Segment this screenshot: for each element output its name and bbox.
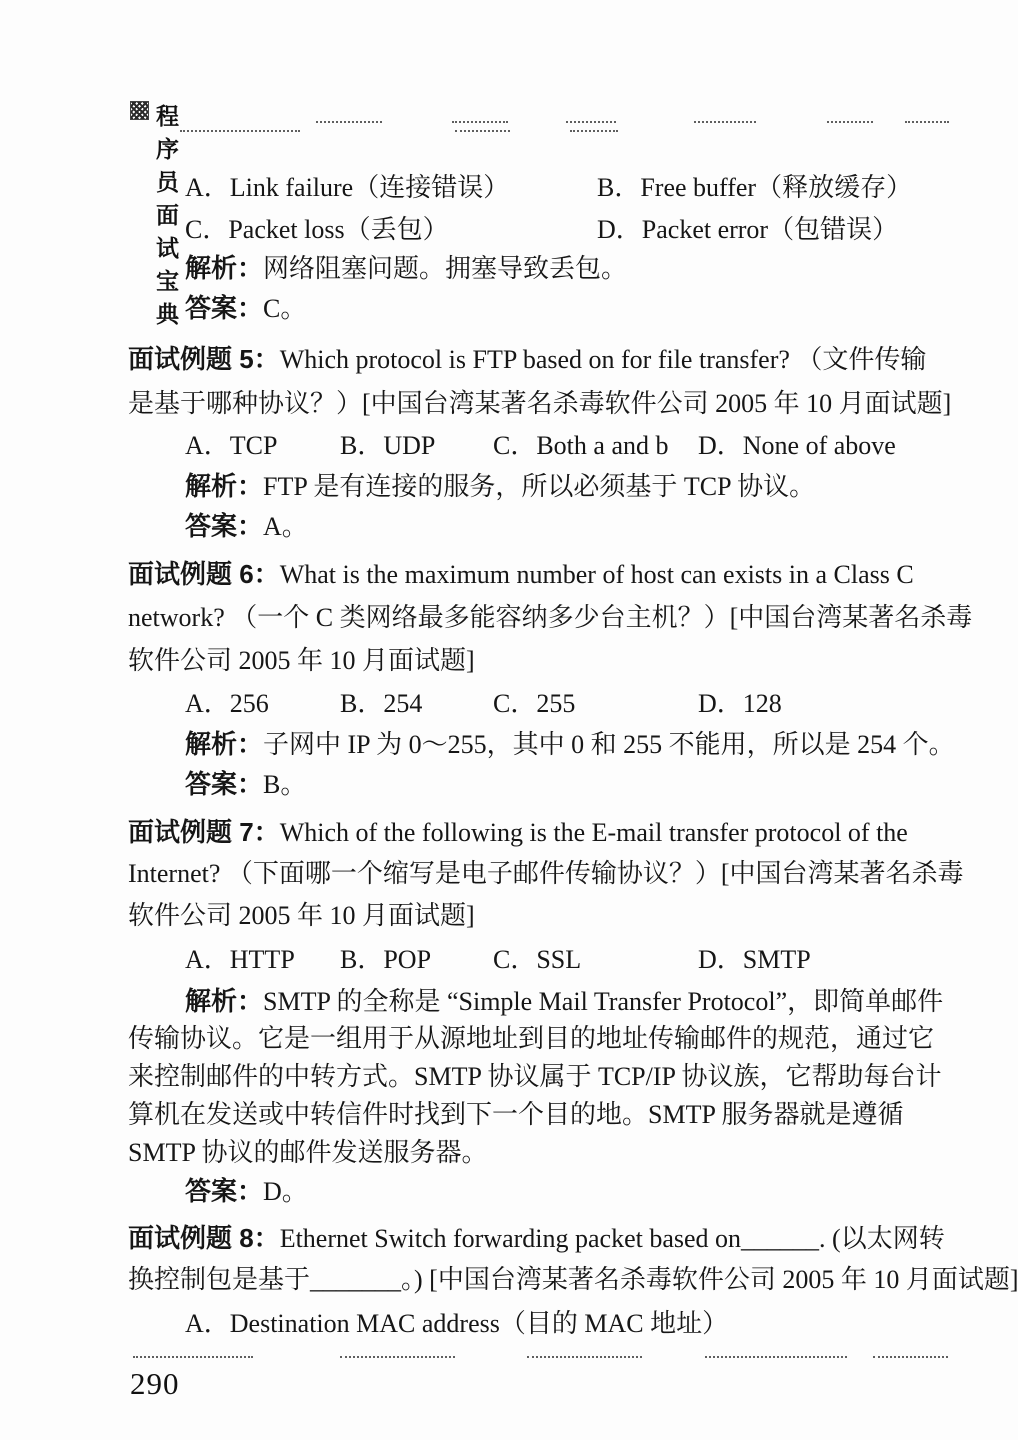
q7-heading-line-1 xyxy=(128,816,908,849)
q8-option-a: A．Destination MAC address（目的 MAC 地址） xyxy=(185,1309,729,1338)
q5-analysis-text: FTP 是有连接的服务，所以必须基于 TCP 协议。 xyxy=(263,472,816,501)
header-ornament-icon xyxy=(130,101,149,120)
q4-option-b: B．Free buffer（释放缓存） xyxy=(597,173,913,202)
q7-heading-line-3: 软件公司 2005 年 10 月面试题] xyxy=(128,901,475,930)
q6-option-a: A．256 xyxy=(185,689,269,718)
q8-heading-line-1 xyxy=(128,1222,945,1255)
q5-heading-text-1: Which protocol is FTP based on for file transfer? （文件传输 xyxy=(279,345,927,374)
q5-label: 面试例题 5： xyxy=(128,344,280,374)
q7-analysis-line-1 xyxy=(185,985,943,1018)
dotted-segment xyxy=(180,130,300,132)
q7-option-a: A．HTTP xyxy=(185,945,295,974)
q6-option-d: D．128 xyxy=(698,689,782,718)
q5-option-a: A．TCP xyxy=(185,431,278,460)
q8-label: 面试例题 8： xyxy=(128,1223,280,1253)
answer-label: 答案： xyxy=(185,769,264,799)
q7-label: 面试例题 7： xyxy=(128,817,280,847)
analysis-label: 解析： xyxy=(185,729,264,759)
dotted-segment xyxy=(694,121,756,123)
dotted-segment xyxy=(827,121,873,123)
q7-analysis-line-2: 传输协议。它是一组用于从源地址到目的地址传输邮件的规范，通过它 xyxy=(128,1024,935,1053)
answer-label: 答案： xyxy=(185,1176,264,1206)
q4-answer xyxy=(185,292,306,325)
q4-option-a: A．Link failure（连接错误） xyxy=(185,173,510,202)
q6-answer xyxy=(185,768,306,801)
q5-option-c: C．Both a and b xyxy=(493,431,669,460)
q7-analysis-text-1: SMTP 的全称是 “Simple Mail Transfer Protocol”，即简单邮件 xyxy=(263,987,944,1016)
q7-option-b: B．POP xyxy=(340,945,432,974)
dotted-segment xyxy=(566,121,616,123)
q6-heading-text-1: What is the maximum number of host can exists in a Class C xyxy=(279,560,914,589)
q5-analysis xyxy=(185,470,815,503)
q6-analysis-text: 子网中 IP 为 0～255，其中 0 和 255 不能用，所以是 254 个。 xyxy=(263,730,955,759)
q4-option-c: C．Packet loss（丢包） xyxy=(185,215,449,244)
answer-label: 答案： xyxy=(185,511,264,541)
q7-option-d: D．SMTP xyxy=(698,945,811,974)
q6-answer-text: B。 xyxy=(263,770,307,799)
dotted-segment xyxy=(873,1356,948,1358)
q6-option-c: C．255 xyxy=(493,689,576,718)
analysis-label: 解析： xyxy=(185,471,264,501)
q7-analysis-line-5: SMTP 协议的邮件发送服务器。 xyxy=(128,1138,488,1167)
dotted-segment xyxy=(527,1356,642,1358)
q6-heading-line-2: network? （一个 C 类网络最多能容纳多少台主机？）[中国台湾某著名杀毒 xyxy=(128,603,973,632)
q4-analysis xyxy=(185,252,627,285)
page-number: 290 xyxy=(130,1366,180,1401)
dotted-segment xyxy=(133,1356,253,1358)
q6-label: 面试例题 6： xyxy=(128,559,280,589)
dotted-segment xyxy=(316,121,382,123)
q4-answer-text: C。 xyxy=(263,294,307,323)
q6-heading-line-3: 软件公司 2005 年 10 月面试题] xyxy=(128,646,475,675)
q5-heading-line-2: 是基于哪种协议？）[中国台湾某著名杀毒软件公司 2005 年 10 月面试题] xyxy=(128,389,952,418)
q5-answer xyxy=(185,510,308,543)
q7-heading-text-1: Which of the following is the E-mail transfer protocol of the xyxy=(279,818,908,847)
dotted-segment xyxy=(452,121,508,123)
dotted-segment xyxy=(455,130,510,132)
analysis-label: 解析： xyxy=(185,253,264,283)
q4-option-d: D．Packet error（包错误） xyxy=(597,215,899,244)
q8-heading-text-1: Ethernet Switch forwarding packet based on______. (以太网转 xyxy=(279,1224,945,1253)
q4-analysis-text: 网络阻塞问题。拥塞导致丢包。 xyxy=(263,254,628,283)
q7-option-c: C．SSL xyxy=(493,945,582,974)
answer-label: 答案： xyxy=(185,293,264,323)
q7-analysis-line-4: 算机在发送或中转信件时找到下一个目的地。SMTP 服务器就是遵循 xyxy=(128,1100,904,1129)
header-book-title: 程序员面试宝典 xyxy=(156,103,180,327)
q7-answer-text: D。 xyxy=(263,1177,308,1206)
q7-analysis-line-3: 来控制邮件的中转方式。SMTP 协议属于 TCP/IP 协议族，它帮助每台计 xyxy=(128,1062,942,1091)
dotted-segment xyxy=(570,130,618,132)
q6-option-b: B．254 xyxy=(340,689,423,718)
q7-heading-line-2: Internet? （下面哪一个缩写是电子邮件传输协议？）[中国台湾某著名杀毒 xyxy=(128,859,964,888)
dotted-segment xyxy=(705,1356,847,1358)
q5-option-b: B．UDP xyxy=(340,431,436,460)
q5-heading-line-1 xyxy=(128,343,926,376)
q7-answer xyxy=(185,1175,308,1208)
analysis-label: 解析： xyxy=(185,986,264,1016)
dotted-segment xyxy=(905,121,949,123)
dotted-segment xyxy=(340,1356,455,1358)
q6-analysis xyxy=(185,728,955,761)
q5-answer-text: A。 xyxy=(263,512,308,541)
q6-heading-line-1 xyxy=(128,558,914,591)
q8-heading-line-2: 换控制包是基于_______。) [中国台湾某著名杀毒软件公司 2005 年 10 月面试题] xyxy=(128,1265,1018,1294)
q5-option-d: D．None of above xyxy=(698,431,896,460)
